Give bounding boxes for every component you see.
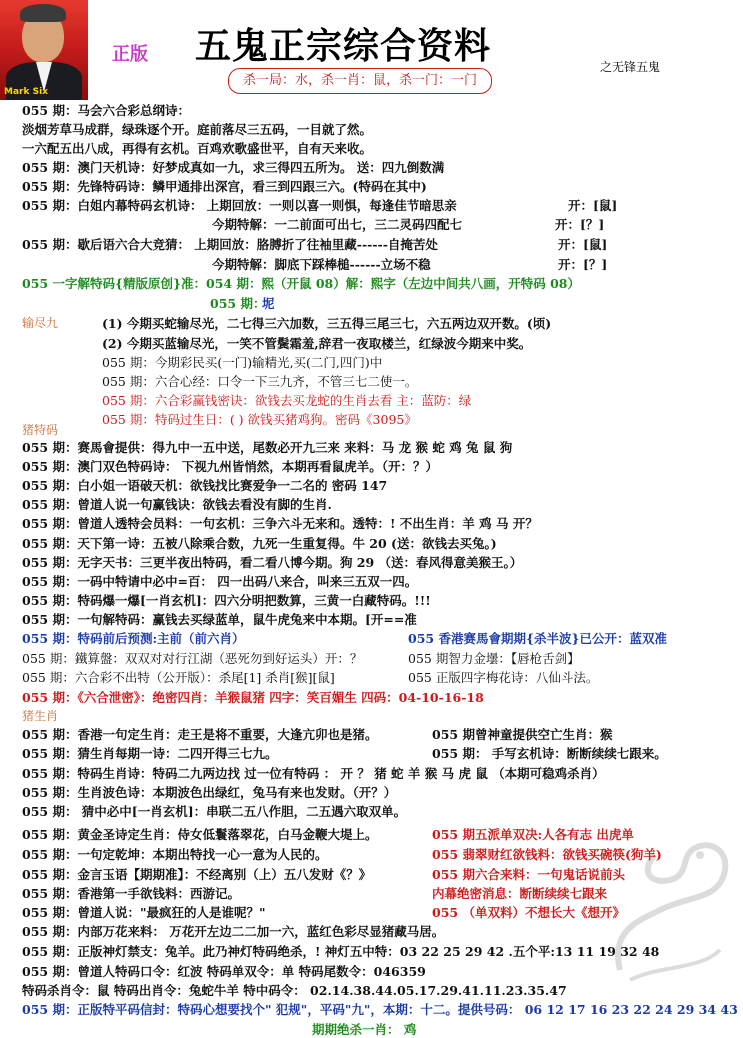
section-label-shuwan: 输尽九	[22, 316, 59, 330]
text-line: 055 期五派单双决:人各有志 出虎单	[432, 827, 634, 842]
text-line: 055 期：正版神灯禁支：兔羊。此乃神灯特码绝杀，! 神灯五中特：03 22 25 29 42 .五个平:13 11 19 32 48	[22, 944, 660, 959]
text-line: 特码杀肖令：鼠 特码出肖令：兔蛇牛羊 特中码令： 02.14.38.44.05.17.29.41.11.23.35.47	[22, 983, 567, 998]
text-line: 055 期：马会六合彩总纲诗：	[22, 103, 190, 118]
text-line: 055 期：歇后语六合大竞猜： 上期回放：胳膊折了往袖里藏------自掩苦处	[22, 237, 438, 252]
text-line: 内幕绝密消息：断断续续七跟来	[432, 886, 608, 901]
shuwan-line: 055 期：六合彩赢钱密诀：欲钱去买龙蛇的生肖去看 主：蓝防：绿	[102, 393, 472, 408]
text-line: 055 期：特码爆一爆[一肖玄机]：四六分明把数算，三黄一白藏特码。!!!	[22, 593, 431, 608]
text-line: 今期特解：脚底下踩棒槌------立场不稳	[212, 257, 431, 272]
text-line: 淡烟芳草马成群，绿珠逐个开。庭前落尽三五码，一目就了然。	[22, 122, 373, 137]
text-line: 055 期：生肖波色诗：本期波色出绿红，兔马有来也发财。（开？）	[22, 785, 397, 800]
text-line: 055 期： 手写玄机诗：断断续续七跟来。	[432, 746, 667, 761]
text-line: 055 期：香港一句定生肖：走王是将不重要，大逢亢卯也是猪。	[22, 727, 378, 742]
text-line: 开：[鼠]	[558, 237, 608, 252]
author-photo	[0, 0, 88, 100]
text-line: 055 期：澳门双色特码诗： 下视九州皆悄然，本期再看鼠虎羊。（开：？）	[22, 459, 439, 474]
text-line: 055 期：一码中特请中必中=百： 四一出码八来合，叫来三五双一四。	[22, 574, 418, 589]
text-line: 055 期：曾道人透特会员料：一句玄机：三争六斗无来和。透特：! 不出生肖：羊 鸡 马 开？	[22, 516, 538, 531]
text-line: 055 期曾神童提供空亡生肖：猴	[432, 727, 613, 742]
text-line: 055 期：金言玉语【期期准】：不经离别（上）五八发财《？》	[22, 867, 372, 882]
text-line: 055 期：香港第一手欲钱料：西游记。	[22, 886, 240, 901]
text-line: 055 期：猜生肖每期一诗：二四开得三七九。	[22, 746, 278, 761]
text-line: 055 期：一句定乾坤：本期出特找一心一意为人民的。	[22, 847, 328, 862]
shuwan-line: 055 期：今期彩民买(一门)输精光,买(二门,四门)中	[102, 355, 383, 370]
text-line: 055 期：曾道人说："最疯狂的人是谁呢？"	[22, 905, 266, 920]
text-line: 开：[？]	[555, 217, 605, 232]
text-line: 今期特解：一二前面可出七，三二灵码四配七	[212, 217, 463, 232]
page-title: 五鬼正宗综合资料	[195, 25, 492, 67]
text-line: 055 期六合来料：一句鬼话说前头	[432, 867, 625, 882]
text-line: 055 期：赛馬會提供：得九中一五中送，尾数必开九三来 来料：马 龙 猴 蛇 鸡 兔 鼠 狗	[22, 440, 513, 455]
text-line-colored: 坭	[262, 296, 275, 311]
text-line: 055 期：曾道人说一句赢钱诀：欲钱去看没有脚的生肖.	[22, 497, 332, 512]
text-line-two-col: 055 期：特码前后预测:主前（前六肖）	[22, 631, 245, 646]
text-line: 055 期：澳门天机诗：好梦成真如一九，求三得四五所为。 送：四九倒数满	[22, 160, 445, 175]
shuwan-line: (2) 今期买蓝输尽光，一笑不管鬓霜羞,辞君一夜取楼兰，红绿波今期来中奖。	[102, 336, 532, 351]
author-signature: 之无锋五鬼	[600, 60, 661, 74]
text-line-two-col: 055 期：鐵算盤：双双对对行江湖（恶死勿到好运头）开：？	[22, 651, 363, 666]
text-line: 055 期：白姐内幕特码玄机诗： 上期回放：一则以喜一则惧，每逢佳节暗思亲	[22, 198, 457, 213]
text-line: 055 期：一句解特码：赢钱去买绿蓝单，鼠牛虎兔来中本期。[开==准	[22, 612, 417, 627]
text-line-two-col: 055 香港赛馬會期期{杀半波}已公开：蓝双准	[408, 631, 668, 646]
text-line: 055 期：先锋特码诗：鳞甲通排出深宫，看三到四跟三六。(特码在其中)	[22, 179, 427, 194]
shuwan-line: (1) 今期买蛇输尽光，二七得三六加数，三五得三尾三七，六五两边双开数。(顷)	[102, 316, 552, 331]
shuwan-line: 055 期：特码过生日：( ) 欲钱买猪鸡狗。密码《3095》	[102, 412, 417, 427]
text-line-colored: 055 一字解特码{精版原创}准：054 期：熙（开鼠 08）解：熙字（左边中间共八画，开特码 08）	[22, 276, 580, 291]
secret-line: 055 期：《六合泄密》：绝密四肖：羊猴鼠猪 四字：笑百媚生 四码：04-10-16-18	[22, 690, 484, 705]
footer-kill-line: 期期绝杀一肖： 鸡	[312, 1022, 417, 1037]
kill-banner: 杀一局：水，杀一肖：鼠，杀一门：一门	[228, 68, 492, 94]
text-line: 一六配五出八成，再得有玄机。百鸡欢歌盛世平，自有天来收。	[22, 141, 373, 156]
text-line: 开：[？]	[558, 257, 608, 272]
photo-tag: Mark Six	[4, 87, 48, 97]
text-line: 055 期：内部万花来料： 万花开左边二二加一六，蓝红色彩尽显猪藏马居。	[22, 924, 445, 939]
text-line: 055 期：黄金圣诗定生肖：侍女低鬟落翠花，白马金鞭大堤上。	[22, 827, 378, 842]
section-label-zhutema: 猪特码	[22, 423, 59, 437]
section-label-zhusheng: 猪生肖	[22, 709, 59, 723]
text-line: 055 期：特码生肖诗：特码二九两边找 过一位有特码 ： 开 ？ 猪 蛇 羊 猴 马 虎 鼠 （本期可稳鸡杀肖）	[22, 766, 605, 781]
footer-line: 055 期：正版特平码信封：特码心想要找个" 犯规"，平码"九"，本期：十二。提供号码： 06 12 17 16 23 22 24 29 34 43	[22, 1002, 738, 1017]
text-line: 开：[鼠]	[568, 198, 618, 213]
text-line: 055 期：白小姐一语破天机：欲钱找比赛爱争一二名的 密码 147	[22, 478, 388, 493]
text-line: 055 期：天下第一诗：五被八除乘合数，九死一生重复得。牛 20 (送：欲钱去买兔。)	[22, 536, 497, 551]
dragon-watermark-icon	[600, 830, 740, 990]
text-line: 055 期： 猜中必中[一肖玄机]：串联二五八作胆，二五遇六取双单。	[22, 804, 407, 819]
text-line: 055 翡翠财红欲钱料：欲钱买碗筷(狗羊)	[432, 847, 662, 862]
text-line: 055 期：无字天书：三更半夜出特码，看二看八博今期。狗 29 （送：春风得意美猴王。）	[22, 555, 523, 570]
shuwan-line: 055 期：六合心经：口令一下三九齐，不管三七二使一。	[102, 374, 418, 389]
text-line-two-col: 055 正版四字梅花诗：八仙斗法。	[408, 670, 599, 685]
text-line: 055 期：曾道人特码口令：红波 特码单双令：单 特码尾数令：046359	[22, 964, 426, 979]
text-line-colored: 055 期：	[210, 296, 266, 311]
edition-label: 正版	[112, 44, 148, 65]
photo-hair	[20, 4, 66, 22]
text-line-two-col: 055 期智力金壜：【唇枪舌剑】	[408, 651, 580, 666]
text-line-two-col: 055 期：六合彩不出特（公开版）：杀尾[1] 杀肖[猴][鼠]	[22, 670, 335, 685]
text-line: 055 （单双料）不想长大《想开》	[432, 905, 625, 920]
